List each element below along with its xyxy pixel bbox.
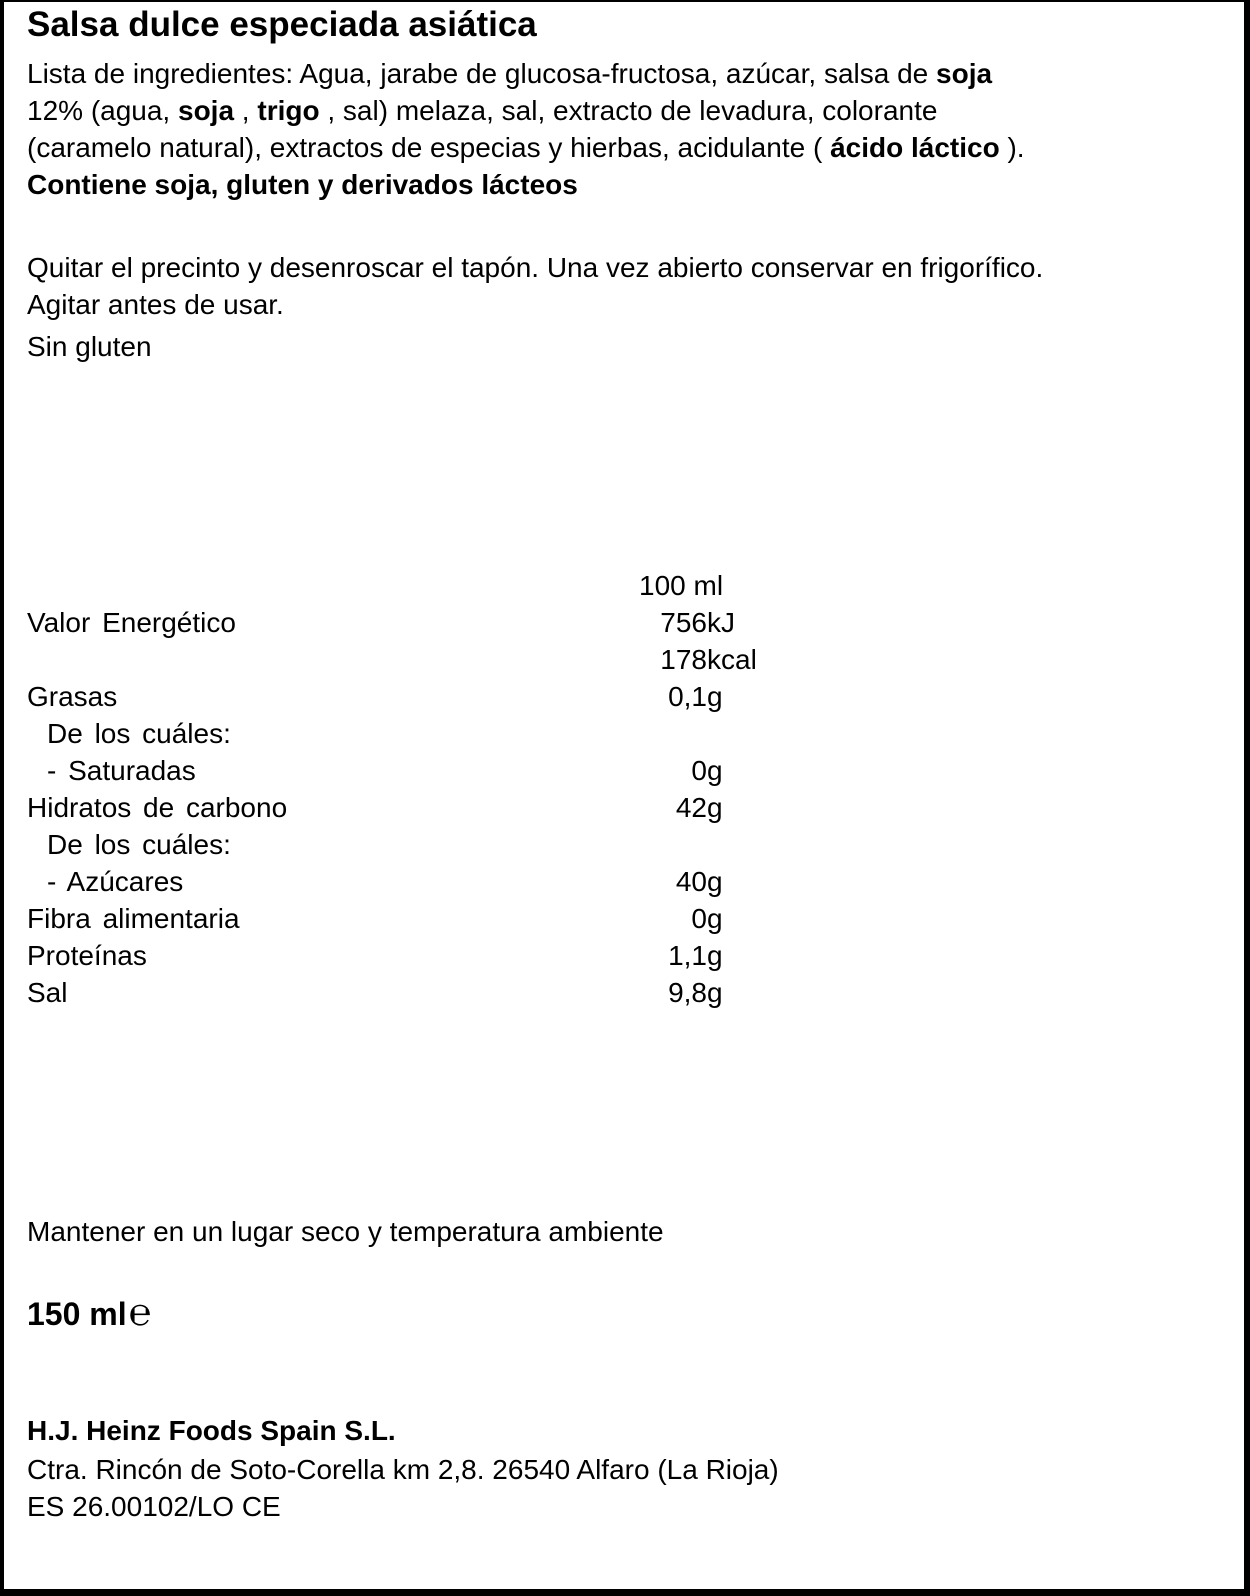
allergen-highlight: ácido láctico [830, 132, 1000, 163]
nutrition-label: - Azúcares [47, 866, 184, 897]
instructions-line-2: Agitar antes de usar. [27, 289, 284, 320]
gluten-free-claim: Sin gluten [27, 331, 152, 362]
nutrition-row [27, 974, 787, 1011]
nutrition-row [27, 826, 787, 863]
nutrition-row [27, 641, 787, 678]
net-quantity-value: 150 ml [27, 1296, 127, 1332]
nutrition-unit: g [707, 940, 723, 971]
nutrition-label: Hidratos de carbono [27, 792, 288, 823]
nutrition-value: 40 [675, 866, 707, 897]
allergen-highlight: soja [178, 95, 235, 126]
nutrition-unit: g [707, 755, 723, 786]
nutrition-row [27, 604, 787, 641]
estimated-sign-icon: ℮ [128, 1290, 152, 1334]
nutrition-value: 0 [691, 755, 707, 786]
nutrition-header-row [27, 567, 787, 604]
nutrition-unit: g [707, 681, 723, 712]
nutrition-unit: g [707, 903, 723, 934]
net-quantity [27, 1290, 151, 1336]
nutrition-rows [27, 604, 787, 1011]
nutrition-label: Sal [27, 977, 68, 1008]
nutrition-row [27, 752, 787, 789]
health-mark: ES 26.00102/LO CE [27, 1491, 281, 1522]
usage-instructions [27, 249, 1043, 323]
nutrition-unit: kcal [707, 644, 757, 675]
ingredients-text: Lista de ingredientes: Agua, jarabe de glucosa-fructosa, azúcar, salsa de [27, 58, 937, 89]
nutrition-value: 1,1 [668, 940, 707, 971]
allergen-warning: Contiene soja, gluten y derivados lácteos [27, 169, 578, 200]
ingredients-line-2 [27, 92, 1025, 129]
nutrition-value: 0 [691, 903, 707, 934]
nutrition-label: Valor Energético [27, 607, 236, 638]
product-label [4, 2, 1244, 1589]
nutrition-row [27, 863, 787, 900]
nutrition-unit: g [707, 792, 723, 823]
storage-instructions: Mantener en un lugar seco y temperatura ambiente [27, 1216, 664, 1247]
manufacturer-name: H.J. Heinz Foods Spain S.L. [27, 1415, 396, 1446]
nutrition-serving-header: 100 ml [639, 570, 724, 601]
nutrition-value: 9,8 [668, 977, 707, 1008]
nutrition-value: 756 [660, 607, 707, 638]
nutrition-label: Proteínas [27, 940, 147, 971]
instructions-line-1: Quitar el precinto y desenroscar el tapón. Una vez abierto conservar en frigorífico. [27, 252, 1044, 283]
nutrition-row [27, 678, 787, 715]
nutrition-label: Fibra alimentaria [27, 903, 240, 934]
nutrition-value: 178 [660, 644, 707, 675]
ingredients-line-1 [27, 55, 1025, 92]
nutrition-value: 42 [675, 792, 707, 823]
nutrition-unit: g [707, 977, 723, 1008]
allergen-highlight: trigo [257, 95, 320, 126]
ingredients-text: 12% (agua, [27, 95, 178, 126]
nutrition-label: De los cuáles: [47, 829, 231, 860]
product-title: Salsa dulce especiada asiática [27, 5, 537, 44]
nutrition-label: - Saturadas [47, 755, 196, 786]
ingredients-line-3 [27, 129, 1025, 166]
nutrition-table [27, 567, 787, 1011]
nutrition-row [27, 715, 787, 752]
nutrition-unit: kJ [707, 607, 735, 638]
manufacturer-address: Ctra. Rincón de Soto-Corella km 2,8. 26540 Alfaro (La Rioja) [27, 1454, 779, 1485]
nutrition-row [27, 937, 787, 974]
ingredients-text: , [234, 95, 258, 126]
nutrition-unit: g [707, 866, 723, 897]
ingredients-list [27, 55, 1025, 166]
nutrition-row [27, 789, 787, 826]
allergen-highlight: soja [936, 58, 993, 89]
ingredients-text: (caramelo natural), extractos de especias y hierbas, acidulante ( [27, 132, 831, 163]
ingredients-text: , sal) melaza, sal, extracto de levadura, colorante [319, 95, 938, 126]
nutrition-row [27, 900, 787, 937]
nutrition-label: Grasas [27, 681, 118, 712]
nutrition-value: 0,1 [668, 681, 707, 712]
nutrition-label: De los cuáles: [47, 718, 231, 749]
ingredients-text: ). [999, 132, 1025, 163]
